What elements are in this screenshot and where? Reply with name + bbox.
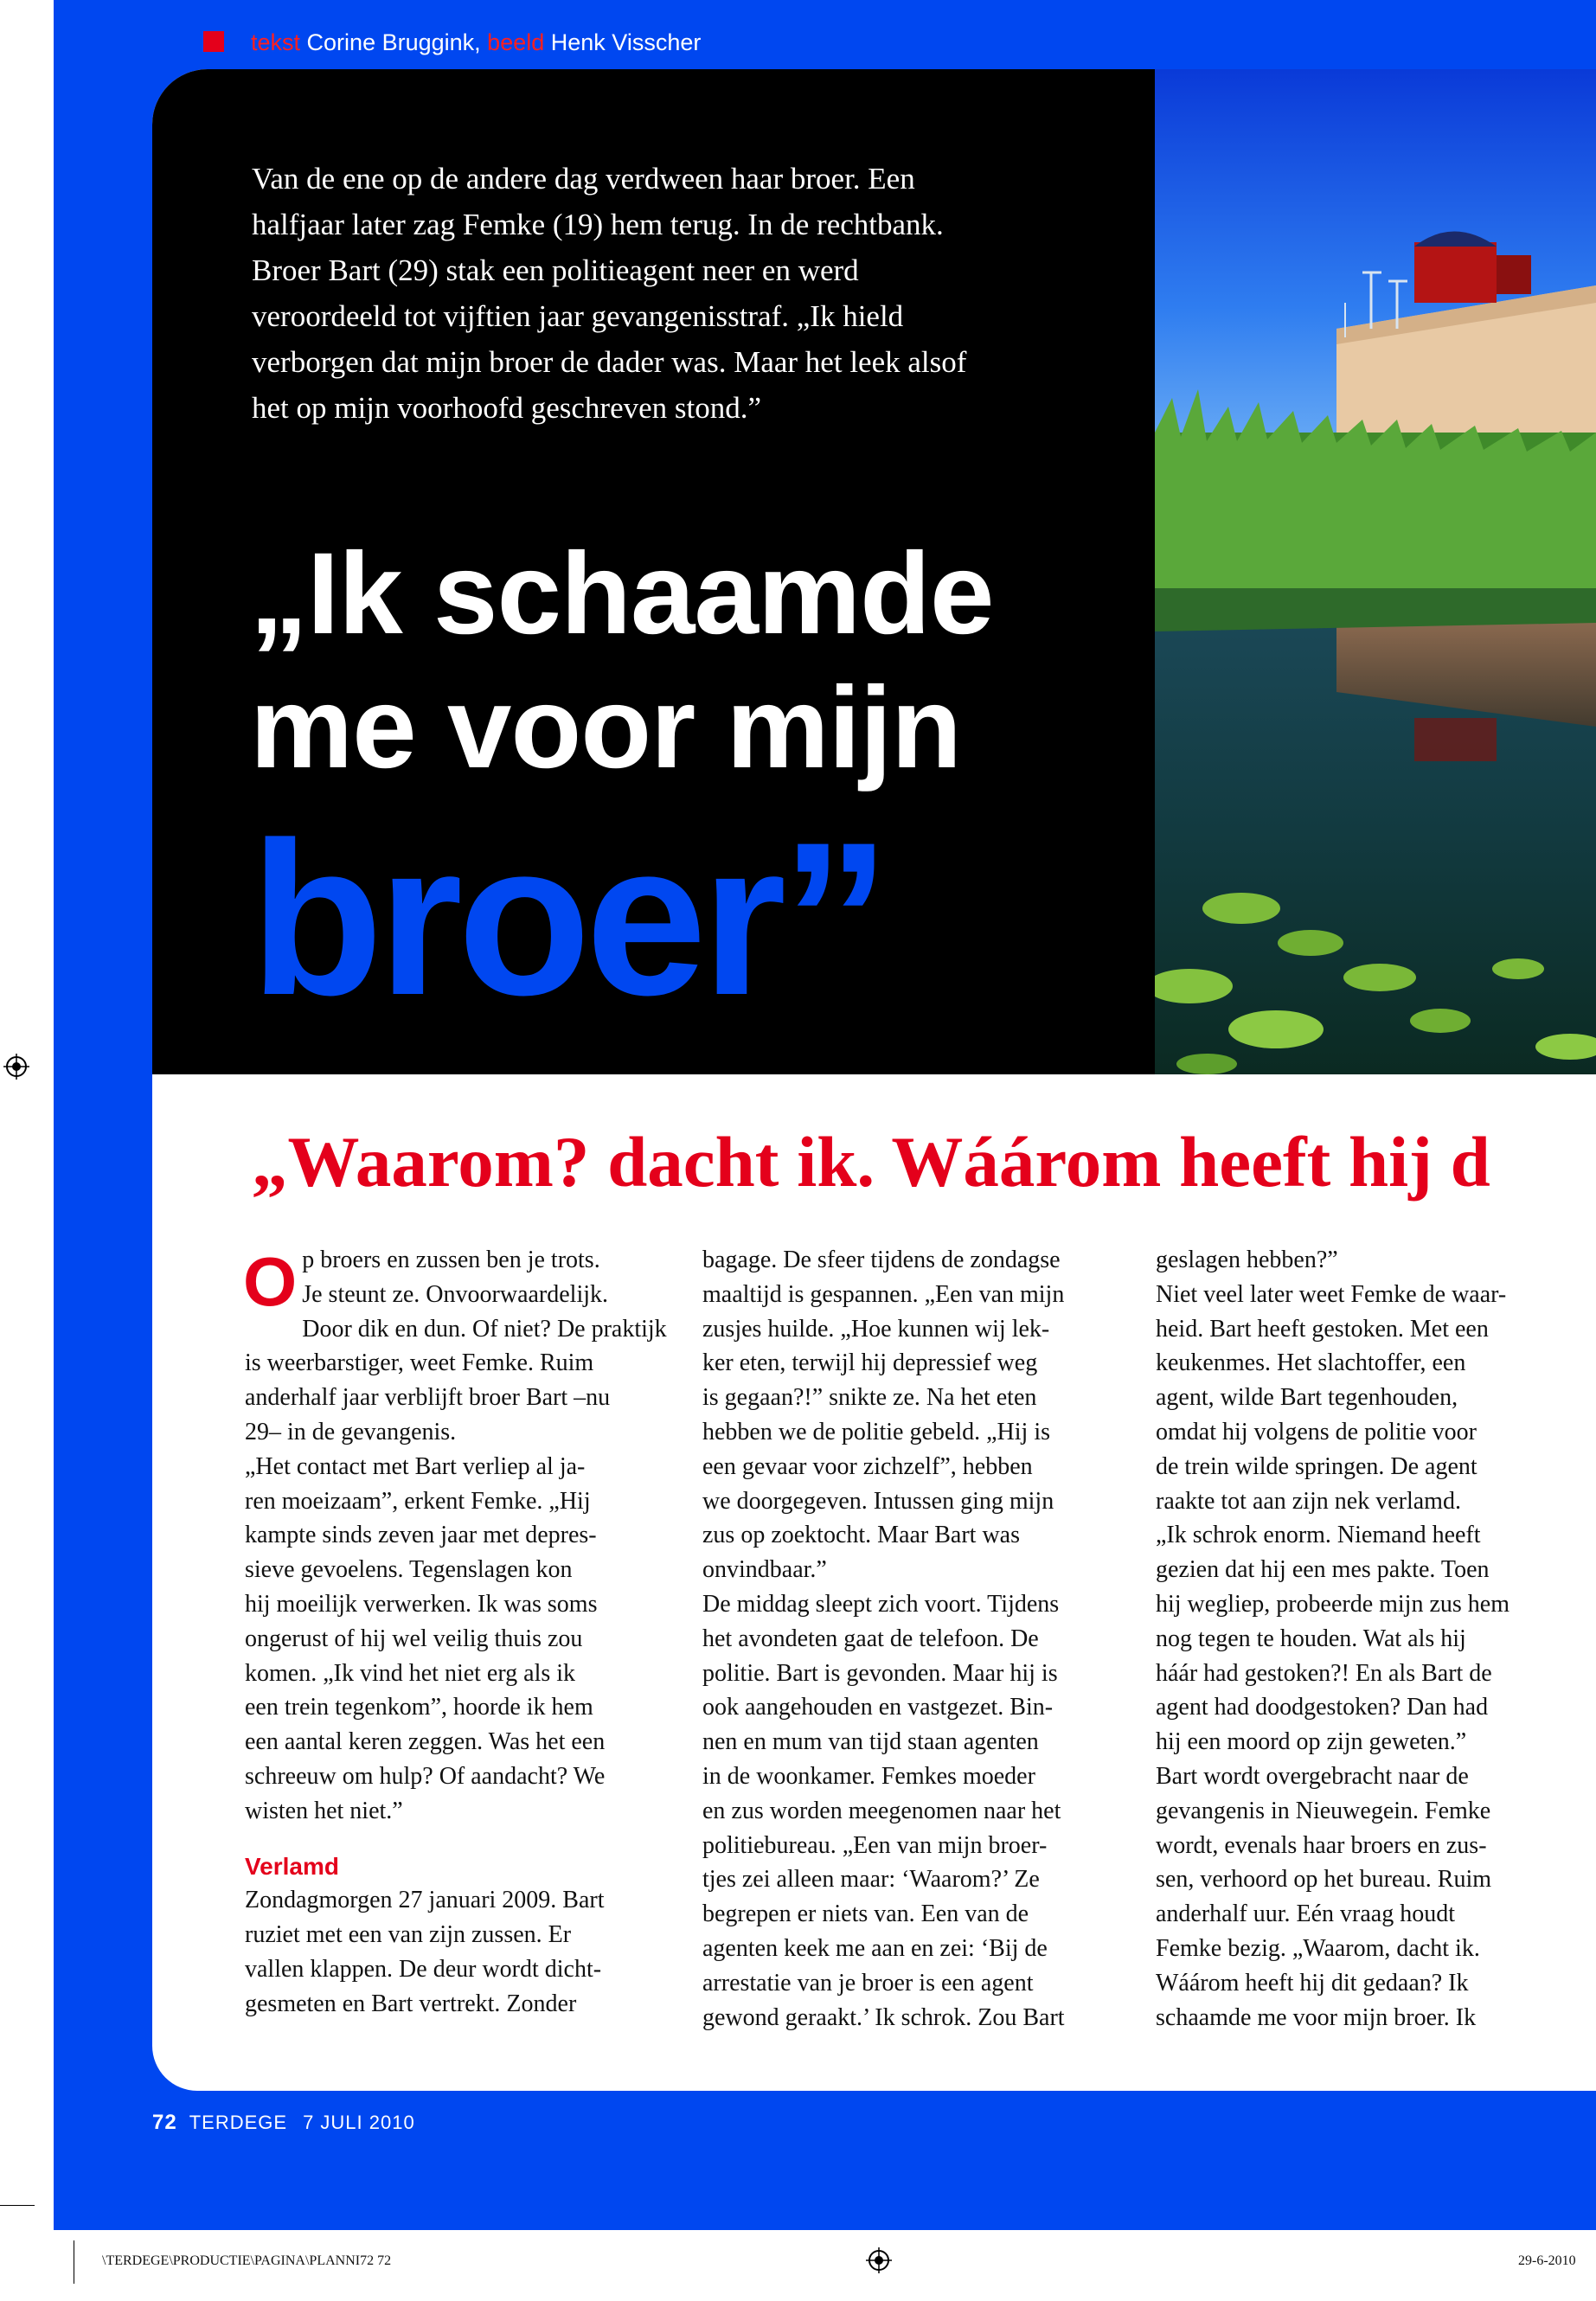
byline-label-image: beeld [487, 29, 545, 55]
text-line: agent, wilde Bart tegenhouden, [1156, 1384, 1458, 1412]
page-number: 72 [152, 2111, 177, 2134]
intro-text [252, 156, 1082, 431]
text-line: anderhalf uur. Eén vraag houdt [1156, 1900, 1455, 1928]
text-line: Femke bezig. „Waarom, dacht ik. [1156, 1934, 1480, 1962]
article-column-2 [702, 1243, 1135, 2035]
text-line: 29– in de gevangenis. [245, 1418, 457, 1445]
text-line: komen. „Ik vind het niet erg als ik [245, 1659, 576, 1687]
text-line: gevangenis in Nieuwegein. Femke [1156, 1797, 1491, 1824]
text-line: nog tegen te houden. Wat als hij [1156, 1625, 1466, 1652]
text-line: is weerbarstiger, weet Femke. Ruim [245, 1349, 594, 1377]
text-line: schaamde me voor mijn broer. Ik [1156, 2003, 1477, 2031]
article-column-3 [1156, 1243, 1588, 2035]
text-line: keukenmes. Het slachtoffer, een [1156, 1349, 1466, 1377]
intro-line: verborgen dat mijn broer de dader was. Maar het leek alsof [252, 345, 967, 379]
text-line: een gevaar voor zichzelf”, hebben [702, 1452, 1033, 1480]
text-line: het avondeten gaat de telefoon. De [702, 1625, 1039, 1652]
text-line: ruziet met een van zijn zussen. Er [245, 1921, 572, 1949]
text-line: sieve gevoelens. Tegenslagen kon [245, 1556, 573, 1584]
byline [203, 29, 701, 56]
text-line: onvindbaar.” [702, 1556, 827, 1584]
section-subhead: Verlamd [245, 1852, 339, 1880]
text-line: is gegaan?!” snikte ze. Na het eten [702, 1384, 1037, 1412]
text-line: omdat hij volgens de politie voor [1156, 1418, 1477, 1445]
text-line: gezien dat hij een mes pakte. Toen [1156, 1556, 1490, 1584]
headline-line-3: broer” [250, 798, 886, 1041]
text-line: hij moeilijk verwerken. Ik was soms [245, 1590, 598, 1618]
text-line: Door dik en dun. Of niet? De praktijk [302, 1315, 667, 1343]
intro-line: halfjaar later zag Femke (19) hem terug. In de rechtbank. [252, 208, 944, 241]
text-line: wisten het niet.” [245, 1797, 403, 1824]
text-line: we doorgegeven. Intussen ging mijn [702, 1487, 1054, 1515]
text-line: in de woonkamer. Femkes moeder [702, 1762, 1035, 1790]
text-line: hebben we de politie gebeld. „Hij is [702, 1418, 1050, 1445]
text-line: nen en mum van tijd staan agenten [702, 1728, 1039, 1756]
crop-mark [0, 2205, 35, 2206]
text-line: Zondagmorgen 27 januari 2009. Bart [245, 1887, 605, 1914]
print-slug-date: 29-6-2010 [1518, 2253, 1576, 2268]
text-line: bagage. De sfeer tijdens de zondagse [702, 1247, 1061, 1273]
text-line: een trein tegenkom”, hoorde ik hem [245, 1694, 593, 1721]
text-line: gesmeten en Bart vertrekt. Zonder [245, 1990, 577, 2017]
text-line: de trein wilde springen. De agent [1156, 1452, 1477, 1480]
byline-author: Corine Bruggink, [306, 29, 481, 55]
text-line: ren moeizaam”, erkent Femke. „Hij [245, 1487, 591, 1515]
text-line: sen, verhoord op het bureau. Ruim [1156, 1866, 1492, 1894]
text-line: p broers en zussen ben je trots. [302, 1247, 600, 1273]
text-line: en zus worden meegenomen naar het [702, 1797, 1061, 1824]
red-square-icon [203, 31, 224, 52]
drop-cap: O [243, 1243, 298, 1320]
text-line: begrepen er niets van. Een van de [702, 1900, 1029, 1928]
text-line: zusjes huilde. „Hoe kunnen wij lek- [702, 1315, 1050, 1343]
text-line: raakte tot aan zijn nek verlamd. [1156, 1487, 1461, 1515]
text-line: Je steunt ze. Onvoorwaardelijk. [302, 1280, 609, 1308]
text-line: agenten keek me aan en zei: ‘Bij de [702, 1934, 1048, 1962]
pull-quote: „Waarom? dacht ik. Wáárom heeft hij d [252, 1122, 1490, 1202]
text-line: anderhalf jaar verblijft broer Bart –nu [245, 1384, 611, 1412]
intro-line: Van de ene op de andere dag verdween haar broer. Een [252, 162, 915, 195]
headline-line-2: me voor mijn [250, 663, 961, 792]
text-line: tjes zei alleen maar: ‘Waarom?’ Ze [702, 1866, 1040, 1894]
text-line: kampte sinds zeven jaar met depres- [245, 1522, 597, 1549]
text-line: geslagen hebben?” [1156, 1247, 1338, 1273]
intro-line: veroordeeld tot vijftien jaar gevangenisstraf. „Ik hield [252, 299, 904, 333]
intro-line: het op mijn voorhoofd geschreven stond.” [252, 391, 762, 425]
registration-mark-icon [866, 2247, 892, 2273]
article-panel [152, 69, 1596, 2091]
text-line: Wáárom heeft hij dit gedaan? Ik [1156, 1969, 1469, 1997]
text-line: ongerust of hij wel veilig thuis zou [245, 1625, 583, 1652]
prison-photo [1155, 69, 1596, 1074]
text-line: „Ik schrok enorm. Niemand heeft [1156, 1522, 1481, 1549]
text-line: heid. Bart heeft gestoken. Met een [1156, 1315, 1489, 1343]
text-line: De middag sleept zich voort. Tijdens [702, 1590, 1060, 1618]
page-footer [152, 2111, 431, 2135]
magazine-name: TERDEGE [189, 2112, 288, 2133]
text-line: vallen klappen. De deur wordt dicht- [245, 1955, 602, 1983]
text-line: politiebureau. „Een van mijn broer- [702, 1831, 1048, 1859]
intro-line: Broer Bart (29) stak een politieagent neer en werd [252, 253, 859, 287]
byline-photographer: Henk Visscher [550, 29, 702, 55]
text-line: zus op zoektocht. Maar Bart was [702, 1522, 1020, 1549]
text-line: ker eten, terwijl hij depressief weg [702, 1349, 1038, 1377]
text-line: maaltijd is gespannen. „Een van mijn [702, 1280, 1065, 1308]
text-line: Niet veel later weet Femke de waar- [1156, 1280, 1507, 1308]
headline-block [152, 69, 1155, 1074]
text-line: „Het contact met Bart verliep al ja- [245, 1452, 586, 1480]
spacer [245, 1829, 677, 1849]
text-line: schreeuw om hulp? Of aandacht? We [245, 1762, 606, 1790]
text-line: háár had gestoken?! En als Bart de [1156, 1659, 1492, 1687]
article-column-1 [245, 1243, 677, 2022]
print-slug-path: \TERDEGE\PRODUCTIE\PAGINA\PLANNI72 72 [102, 2253, 392, 2268]
text-line: Bart wordt overgebracht naar de [1156, 1762, 1469, 1790]
issue-date: 7 JULI 2010 [303, 2112, 415, 2133]
text-line: gewond geraakt.’ Ik schrok. Zou Bart [702, 2003, 1065, 2031]
text-line: politie. Bart is gevonden. Maar hij is [702, 1659, 1058, 1687]
text-line: wordt, evenals haar broers en zus- [1156, 1831, 1487, 1859]
text-line: een aantal keren zeggen. Was het een [245, 1728, 606, 1756]
text-line: hij wegliep, probeerde mijn zus hem [1156, 1590, 1509, 1618]
headline-line-1: „Ik schaamde [250, 529, 994, 658]
text-line: ook aangehouden en vastgezet. Bin- [702, 1694, 1054, 1721]
text-line: arrestatie van je broer is een agent [702, 1969, 1034, 1997]
text-line: agent had doodgestoken? Dan had [1156, 1694, 1489, 1721]
text-line: hij een moord op zijn geweten.” [1156, 1728, 1467, 1756]
registration-mark-icon [3, 1054, 29, 1080]
byline-label-text: tekst [251, 29, 301, 55]
